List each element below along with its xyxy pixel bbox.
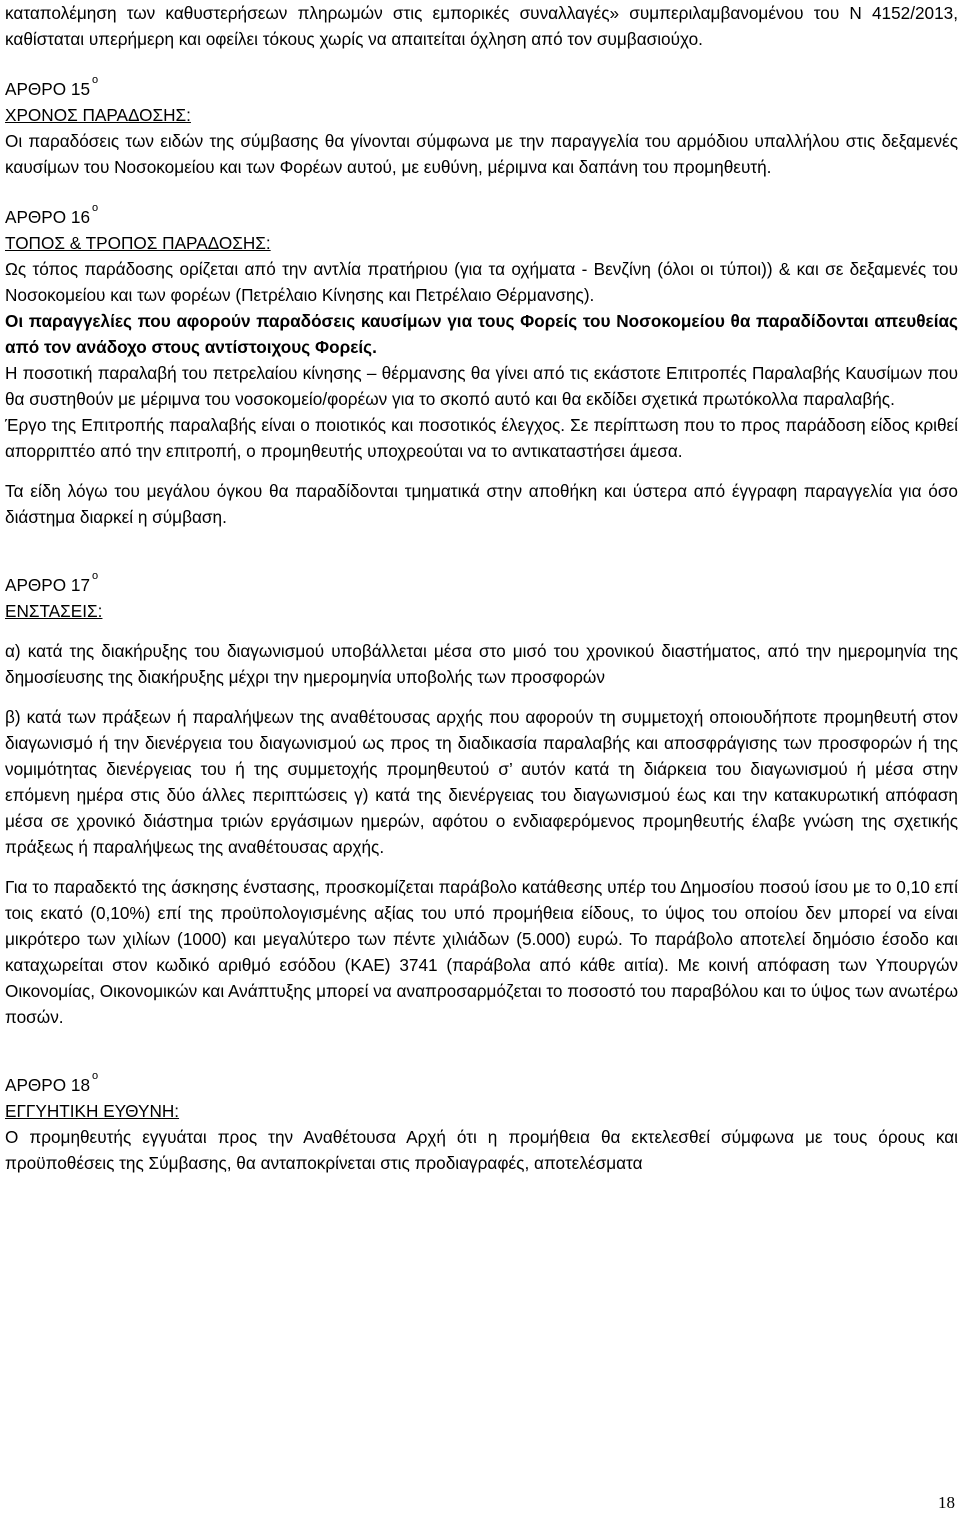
article-17-ordinal: ο [92,570,99,582]
article-17-subheading: ΕΝΣΤΑΣΕΙΣ: [5,601,103,621]
article-16-paragraph-3: Η ποσοτική παραλαβή του πετρελαίου κίνησης – θέρμανσης θα γίνει από τις εκάστοτε Επιτροπές Παραλαβής Καυσίμων που θα συστηθούν με μέριμνα του νοσοκομείο/φορέων για το σκοπό αυτό και θα εκδίδει σχετικά πρωτόκολλα παραλαβής. [5,363,958,409]
article-17-paragraph-3: Για το παραδεκτό της άσκησης ένστασης, προσκομίζεται παράβολο κατάθεσης υπέρ του Δημοσίου ποσού ίσου με το 0,10 επί τοις εκατό (0,10%) επί της προϋπολογισμένης αξίας του υπό προμήθεια είδους, το ύψος του οποίου δεν μπορεί να είναι μικρότερο των χιλίων (1000) και μεγαλύτερο των πέντε χιλιάδων (5.000) ευρώ. Το παράβολο αποτελεί δημόσιο έσοδο και καταχωρείται στον κωδικό αριθμό εσόδου (ΚΑΕ) 3741 (παράβολα από κάθε αιτία). Με κοινή απόφαση των Υπουργών Οικονομίας, Οικονομικών και Ανάπτυξης μπορεί να αναπροσαρμόζεται το ποσοστό του παραβόλου και το ύψος των ανωτέρω ποσών. [5,877,958,1027]
article-16-paragraph-2: Οι παραγγελίες που αφορούν παραδόσεις καυσίμων για τους Φορείς του Νοσοκομείου θα παραδίδονται απευθείας από τον ανάδοχο στους αντίστοιχους Φορείς. [5,311,958,357]
article-15-ordinal: ο [92,74,99,86]
article-16-title: ΑΡΘΡΟ 16 [5,207,91,227]
article-18-subheading: ΕΓΓΥΗΤΙΚΗ ΕΥΘΥΝΗ: [5,1101,180,1121]
article-18-paragraph-1: Ο προμηθευτής εγγυάται προς την Αναθέτουσα Αρχή ότι η προμήθεια θα εκτελεσθεί σύμφωνα με τους όρους και προϋποθέσεις της Σύμβασης, θα ανταποκρίνεται στις προδιαγραφές, αποτελέσματα [5,1127,958,1173]
article-18-title: ΑΡΘΡΟ 18 [5,1075,91,1095]
article-16-paragraph-4: Έργο της Επιτροπής παραλαβής είναι ο ποιοτικός και ποσοτικός έλεγχος. Σε περίπτωση που το προς παράδοση είδος κριθεί απορριπτέο από την επιτροπή, ο προμηθευτής υποχρεούται να το αντικαταστήσει άμεσα. [5,415,958,461]
article-15-heading [5,76,958,102]
article-17-paragraph-1: α) κατά της διακήρυξης του διαγωνισμού υποβάλλεται μέσα στο μισό του χρονικού διαστήματος, από την ημερομηνία της δημοσίευσης της διακήρυξης μέχρι την ημερομηνία υποβολής των προσφορών [5,641,958,687]
article-15-title: ΑΡΘΡΟ 15 [5,79,91,99]
article-16-subheading: ΤΟΠΟΣ & ΤΡΟΠΟΣ ΠΑΡΑΔΟΣΗΣ: [5,233,271,253]
article-16-heading [5,204,958,230]
article-17-paragraph-2: β) κατά των πράξεων ή παραλήψεων της αναθέτουσας αρχής που αφορούν τη συμμετοχή οποιουδήποτε προμηθευτή στον διαγωνισμό ή την διενέργεια του διαγωνισμού ως προς τη διαδικασία παραλαβής και αποσφράγισης των προσφορών ή της νομιμότητας διενέργειας του ή της συμμετοχής προμηθευτού σ’ αυτόν κατά τη διάρκεια του διαγωνισμού ή μέσα στην επόμενη ημέρα στις δύο άλλες περιπτώσεις γ) κατά της διενέργειας του διαγωνισμού έως και την κατακυρωτική απόφαση μέσα σε χρονικό διάστημα τριών εργάσιμων ημερών, αφότου ο ενδιαφερόμενος προμηθευτής έλαβε γνώση της σχετικής πράξεως ή παραλήψεως της αναθέτουσας αρχής. [5,707,958,857]
article-15-paragraph-1: Οι παραδόσεις των ειδών της σύμβασης θα γίνονται σύμφωνα με την παραγγελία του αρμόδιου υπαλλήλου στις δεξαμενές καυσίμων του Νοσοκομείου και των Φορέων αυτού, με ευθύνη, μέριμνα και δαπάνη του προμηθευτή. [5,131,958,177]
article-16-paragraph-1: Ως τόπος παράδοσης ορίζεται από την αντλία πρατήριου (για τα οχήματα - Βενζίνη (όλοι οι τύποι)) & και σε δεξαμενές του Νοσοκομείου και των φορέων (Πετρέλαιο Κίνησης και Πετρέλαιο Θέρμανσης). [5,259,958,305]
article-18-ordinal: ο [92,1070,99,1082]
intro-paragraph: καταπολέμηση των καθυστερήσεων πληρωμών στις εμπορικές συναλλαγές» συμπεριλαμβανομένου του Ν 4152/2013, καθίσταται υπερήμερη και οφείλει τόκους χωρίς να απαιτείται όχληση από τον συμβασιούχο. [5,3,958,49]
article-17-title: ΑΡΘΡΟ 17 [5,575,91,595]
article-17-heading [5,572,958,598]
article-16-ordinal: ο [92,202,99,214]
article-16-paragraph-5: Τα είδη λόγω του μεγάλου όγκου θα παραδίδονται τμηματικά στην αποθήκη και ύστερα από έγγραφη παραγγελία για όσο διάστημα διαρκεί η σύμβαση. [5,481,958,527]
article-15-subheading: ΧΡΟΝΟΣ ΠΑΡΑΔΟΣΗΣ: [5,105,191,125]
page-number: 18 [938,1493,955,1512]
document-page [5,0,958,1176]
article-18-heading [5,1072,958,1098]
